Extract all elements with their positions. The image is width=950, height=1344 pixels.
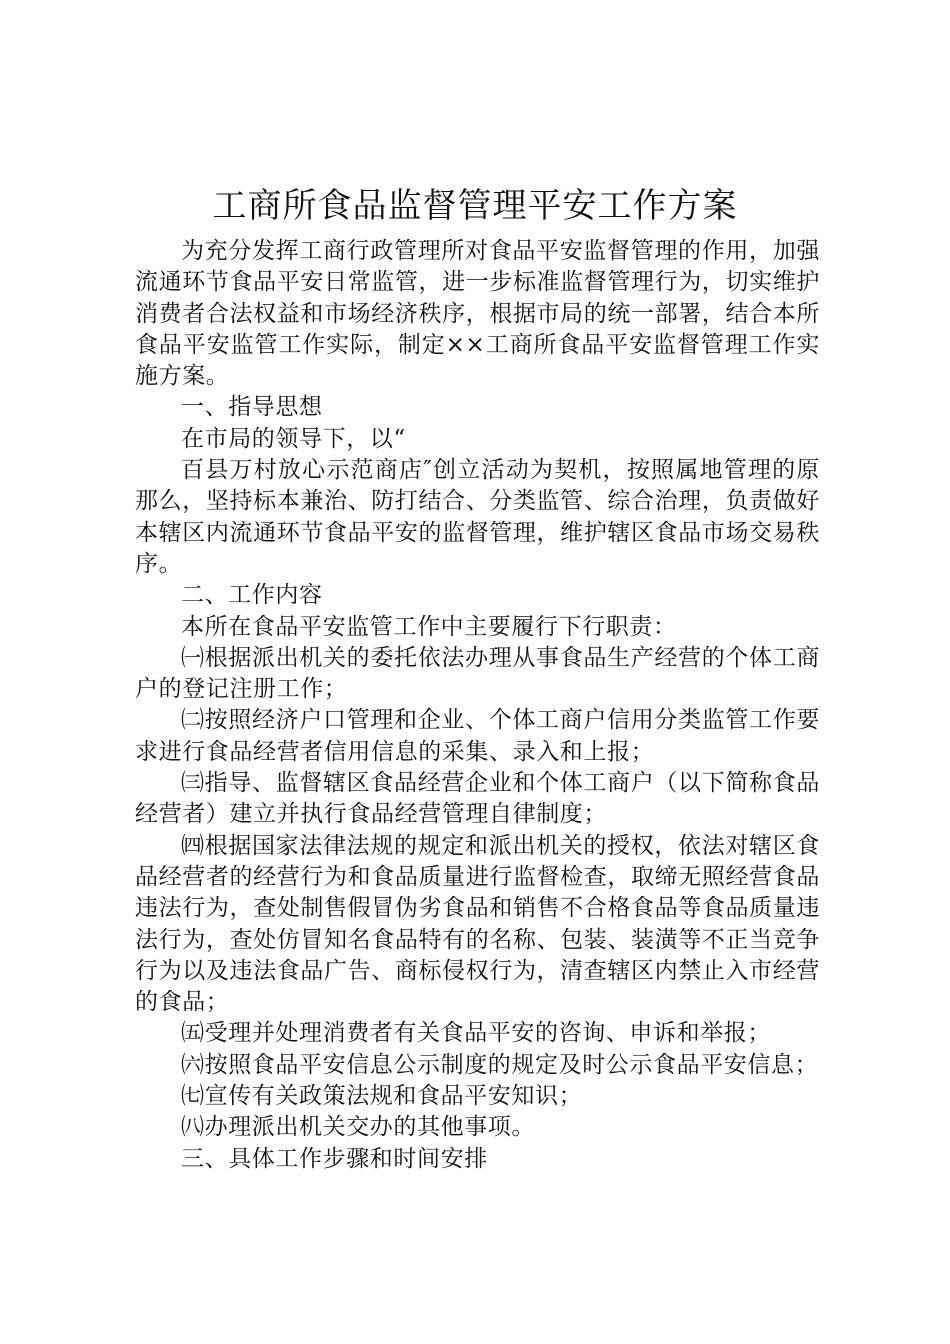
section-heading-guiding-ideology: 一、指导思想 bbox=[181, 394, 323, 421]
paragraph-guidance-body: 百县万村放心示范商店″创立活动为契机，按照属地管理的原那么，坚持标本兼治、防打结合、分类监管、综合治理，负责做好本辖区内流通环节食品平安的监督管理，维护辖区食品市场交易秩序。 bbox=[135, 457, 820, 577]
paragraph-duties-intro: 本所在食品平安监管工作中主要履行下行职责： bbox=[181, 613, 677, 640]
list-item-duty-8: ㈧办理派出机关交办的其他事项。 bbox=[181, 1114, 535, 1141]
list-item-duty-4: ㈣根据国家法律法规的规定和派出机关的授权，依法对辖区食品经营者的经营行为和食品质量进行监督检查，取缔无照经营食品违法行为，查处制售假冒伪劣食品和销售不合格食品等食品质量违法行为，查处仿冒知名食品特有的名称、包装、装潢等不正当竞争行为以及违法食品广告、商标侵权行为，清查辖区内禁止入市经营的食品； bbox=[135, 832, 820, 1016]
document-body bbox=[135, 236, 820, 1175]
list-item-duty-5: ㈤受理并处理消费者有关食品平安的咨询、申诉和举报； bbox=[181, 1020, 771, 1047]
document-title: 工商所食品监督管理平安工作方案 bbox=[212, 186, 738, 226]
section-heading-steps-schedule: 三、具体工作步骤和时间安排 bbox=[181, 1145, 488, 1172]
section-heading-work-content: 二、工作内容 bbox=[181, 582, 323, 609]
list-item-duty-6: ㈥按照食品平安信息公示制度的规定及时公示食品平安信息； bbox=[181, 1051, 819, 1078]
paragraph-guidance-start: 在市局的领导下，以“ bbox=[181, 425, 406, 452]
paragraph-intro: 为充分发挥工商行政管理所对食品平安监督管理的作用，加强流通环节食品平安日常监管，进一步标准监督管理行为，切实维护消费者合法权益和市场经济秩序，根据市局的统一部署，结合本所食品平安监管工作实际，制定××工商所食品平安监督管理工作实施方案。 bbox=[135, 238, 820, 390]
list-item-duty-7: ㈦宣传有关政策法规和食品平安知识； bbox=[181, 1083, 583, 1110]
list-item-duty-1: ㈠根据派出机关的委托依法办理从事食品生产经营的个体工商户的登记注册工作； bbox=[135, 644, 820, 703]
list-item-duty-3: ㈢指导、监督辖区食品经营企业和个体工商户（以下简称食品经营者）建立并执行食品经营管理自律制度； bbox=[135, 770, 820, 828]
list-item-duty-2: ㈡按照经济户口管理和企业、个体工商户信用分类监管工作要求进行食品经营者信用信息的采集、录入和上报； bbox=[135, 707, 820, 765]
